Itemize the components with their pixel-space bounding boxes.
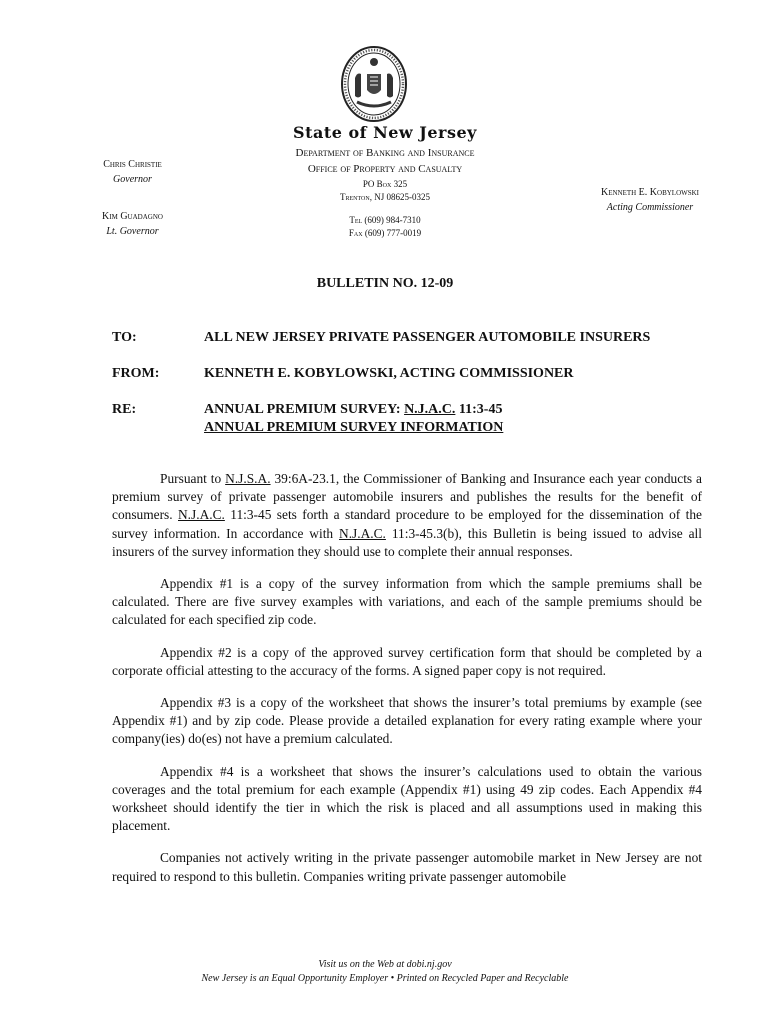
- commissioner-title: Acting Commissioner: [606, 202, 694, 213]
- p1-text-b: 39:6A-23.1, the Commissioner of Banking and Insurance each year conducts a premium survey of private passenger automobile insurers and publishes the results for the benefit of consumers.: [112, 471, 702, 523]
- state-seal-icon: [339, 44, 409, 124]
- p1-text-c: 11:3-45 sets forth a standard procedure to be employed for the dissemination of the survey information. In accordance with: [112, 507, 702, 541]
- commissioner-block: [560, 185, 740, 215]
- p1-citation-njac-2: N.J.A.C.: [339, 525, 386, 541]
- department-name: Department of Banking and Insurance: [295, 147, 475, 159]
- from-line: [0, 365, 770, 383]
- paragraph-1: [112, 470, 702, 561]
- to-value: ALL NEW JERSEY PRIVATE PASSENGER AUTOMOBILE INSURERS: [204, 330, 651, 345]
- city-address: Trenton, NJ 08625-0325: [340, 192, 430, 202]
- re-line2: ANNUAL PREMIUM SURVEY INFORMATION: [204, 420, 504, 435]
- governor-block: [70, 157, 195, 187]
- re-label: RE:: [112, 402, 137, 417]
- to-label: TO:: [112, 330, 137, 345]
- re-line1-prefix: ANNUAL PREMIUM SURVEY:: [204, 402, 405, 417]
- re-line1-suffix: 11:3-45: [455, 402, 503, 417]
- lt-governor-name: Kim Guadagno: [102, 211, 163, 222]
- p1-text-d: 11:3-45.3(b), this Bulletin is being issued to advise all insurers of the survey information they should use to complete their annual responses.: [112, 525, 703, 559]
- state-title: State of New Jersey: [293, 123, 477, 142]
- re-line1-cite: N.J.A.C.: [404, 402, 456, 417]
- footer-notice: New Jersey is an Equal Opportunity Employer • Printed on Recycled Paper and Recyclable: [201, 973, 569, 984]
- commissioner-name: Kenneth E. Kobylowski: [600, 187, 700, 198]
- paragraph-5: Appendix #4 is a worksheet that shows the insurer’s calculations used to obtain the various coverages and the total premium for each example (Appendix #1) using 49 zip codes. Each Appendix #4 worksheet should identify the tier in which the risk is placed and all assumptions used in making this placement.: [112, 763, 702, 834]
- governor-title: Governor: [113, 174, 152, 185]
- p1-text-a: Pursuant to: [160, 471, 226, 486]
- re-line: [0, 401, 770, 437]
- footer-website: Visit us on the Web at dobi.nj.gov: [318, 959, 452, 970]
- governor-name: Chris Christie: [103, 159, 162, 170]
- bulletin-number: BULLETIN NO. 12-09: [316, 276, 454, 291]
- to-line: [0, 329, 770, 347]
- p1-citation-njac: N.J.A.C.: [178, 507, 225, 523]
- paragraph-3: Appendix #2 is a copy of the approved survey certification form that should be completed by a corporate official attesting to the accuracy of the forms. A signed paper copy is not required.: [112, 644, 702, 678]
- from-label: FROM:: [112, 366, 160, 381]
- re-value: [204, 401, 724, 437]
- paragraph-6: Companies not actively writing in the private passenger automobile market in New Jersey are not required to respond to this bulletin. Companies writing private passenger automobile: [112, 850, 702, 884]
- paragraph-4: Appendix #3 is a copy of the worksheet that shows the insurer’s total premiums by example (see Appendix #1) and by zip code. Please provide a detailed explanation for every rating example where your company(ies) do(es) not have a premium calculated.: [112, 695, 702, 747]
- po-box: PO Box 325: [362, 179, 408, 189]
- bulletin-body: [112, 470, 702, 886]
- p1-citation-njsa: N.J.S.A.: [225, 471, 271, 486]
- from-value: KENNETH E. KOBYLOWSKI, ACTING COMMISSIONER: [204, 366, 574, 381]
- paragraph-2: Appendix #1 is a copy of the survey information from which the sample premiums shall be calculated. There are five survey examples with variations, and each of the sample premiums should be calculated for each specified zip code.: [112, 576, 702, 628]
- telephone: Tel (609) 984-7310: [349, 215, 421, 225]
- fax: Fax (609) 777-0019: [348, 228, 422, 238]
- lt-governor-block: [70, 209, 195, 239]
- lt-governor-title: Lt. Governor: [106, 226, 159, 237]
- office-name: Office of Property and Casualty: [307, 163, 463, 175]
